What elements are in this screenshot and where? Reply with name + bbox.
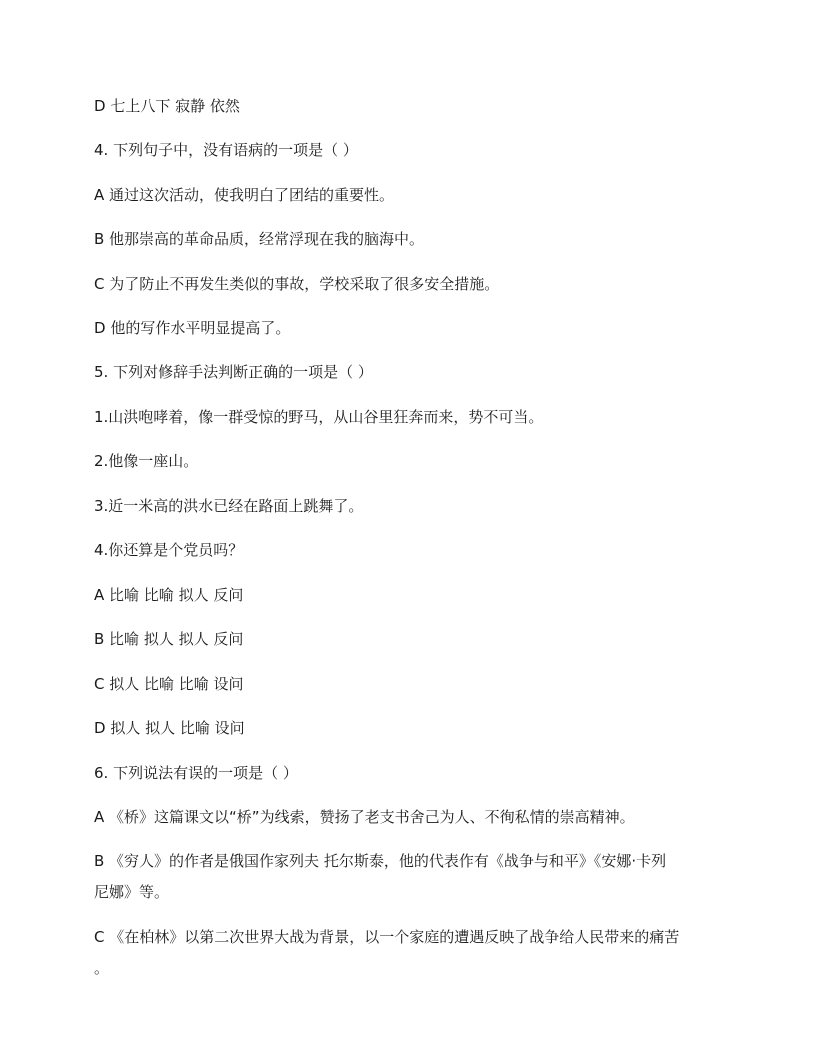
sentence-4: 4.你还算是个党员吗？ [94,541,244,559]
option-d-q5: D 拟人 拟人 比喻 设问 [94,719,245,737]
option-b-q6: B 《穷人》的作者是俄国作家列夫 托尔斯泰，他的代表作有《战争与和平》《安娜·卡列 [94,852,667,870]
question-4: 4. 下列句子中，没有语病的一项是（ ） [94,141,358,159]
sentence-3: 3.近一米高的洪水已经在路面上跳舞了。 [94,497,364,515]
option-a-q5: A 比喻 比喻 拟人 反问 [94,586,244,604]
option-b-q4: B 他那崇高的革命品质，经常浮现在我的脑海中。 [94,230,425,248]
option-c-q5: C 拟人 比喻 比喻 设问 [94,675,244,693]
option-c-q6-continued: 。 [94,959,110,977]
option-c-q6: C 《在柏林》以第二次世界大战为背景，以一个家庭的遭遇反映了战争给人民带来的痛苦 [94,928,680,946]
question-6: 6. 下列说法有误的一项是（ ） [94,764,298,782]
option-b-q6-continued: 尼娜》等。 [94,883,170,901]
option-a-q4: A 通过这次活动，使我明白了团结的重要性。 [94,186,395,204]
option-d-q3: D 七上八下 寂静 依然 [94,97,240,115]
option-b-q5: B 比喻 拟人 拟人 反问 [94,630,244,648]
option-d-q4: D 他的写作水平明显提高了。 [94,319,291,337]
option-c-q4: C 为了防止不再发生类似的事故，学校采取了很多安全措施。 [94,275,500,293]
question-5: 5. 下列对修辞手法判断正确的一项是（ ） [94,363,373,381]
sentence-1: 1.山洪咆哮着，像一群受惊的野马，从山谷里狂奔而来，势不可当。 [94,408,544,426]
sentence-2: 2.他像一座山。 [94,452,199,470]
option-a-q6: A 《桥》这篇课文以“桥”为线索，赞扬了老支书舍己为人、不徇私情的崇高精神。 [94,808,635,826]
